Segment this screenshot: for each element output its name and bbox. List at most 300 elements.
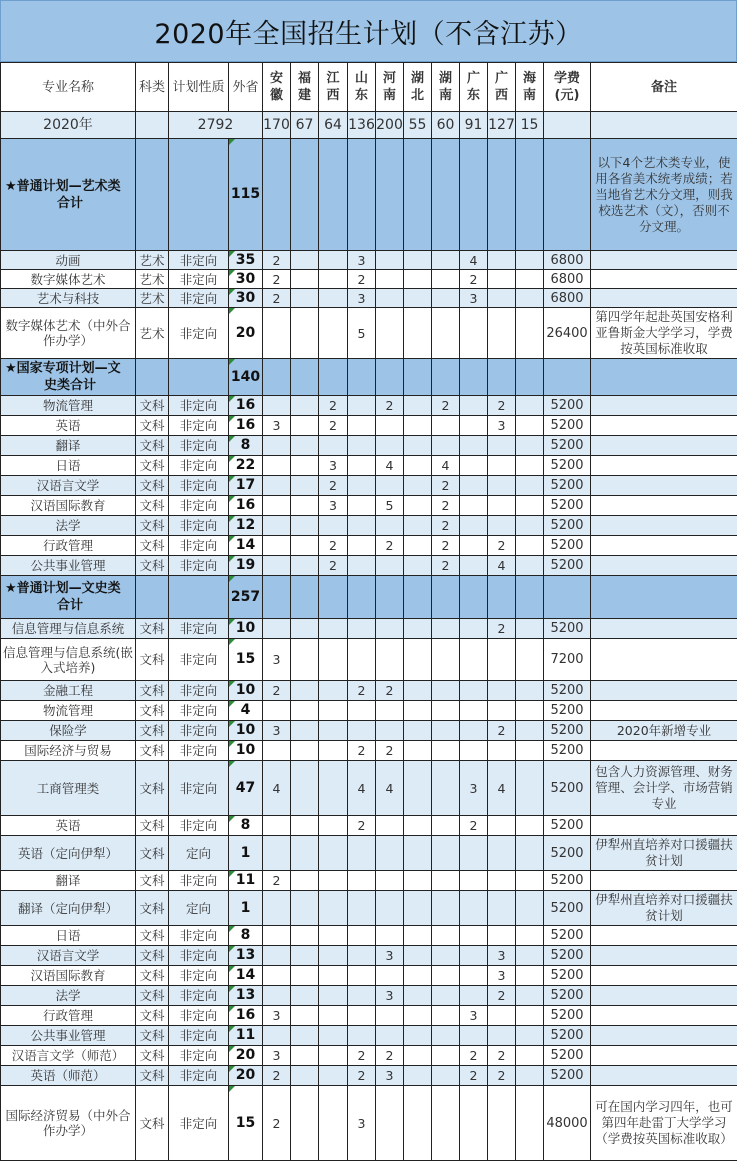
plan-type: 非定向 (169, 741, 229, 761)
year-province-total: 60 (432, 112, 460, 139)
section-category-empty (136, 139, 169, 251)
category: 文科 (136, 891, 169, 926)
remark (591, 1066, 737, 1086)
province-quota (319, 251, 348, 270)
remark (591, 476, 737, 496)
province-quota (376, 891, 404, 926)
major-name: 物流管理 (1, 701, 136, 721)
province-quota: 2 (263, 871, 291, 891)
table-row (1, 946, 737, 966)
major-name: 信息管理与信息系统 (1, 619, 136, 639)
province-quota (460, 946, 488, 966)
tuition-fee: 48000 (544, 1086, 591, 1161)
year-province-total: 67 (291, 112, 319, 139)
province-quota (291, 741, 319, 761)
province-quota (348, 476, 376, 496)
province-quota (263, 619, 291, 639)
province-quota (319, 436, 348, 456)
province-quota (488, 871, 516, 891)
table-row (1, 639, 737, 681)
province-quota (460, 701, 488, 721)
province-quota (488, 1086, 516, 1161)
table-row (1, 396, 737, 416)
remark (591, 416, 737, 436)
remark (591, 496, 737, 516)
province-quota (488, 1026, 516, 1046)
province-quota (488, 251, 516, 270)
category: 文科 (136, 681, 169, 701)
year-province-total: 55 (404, 112, 432, 139)
province-quota (319, 1046, 348, 1066)
table-row (1, 701, 737, 721)
province-quota (348, 926, 376, 946)
province-quota: 2 (488, 1066, 516, 1086)
province-quota (348, 986, 376, 1006)
out-of-province-total: 30 (229, 289, 263, 308)
province-quota: 3 (348, 251, 376, 270)
section-province-empty (404, 576, 432, 619)
header-province-hunan: 湖 南 (432, 63, 460, 112)
category: 文科 (136, 639, 169, 681)
province-quota: 2 (460, 270, 488, 289)
province-quota (291, 1006, 319, 1026)
province-quota (488, 836, 516, 871)
category: 文科 (136, 741, 169, 761)
major-name: 金融工程 (1, 681, 136, 701)
province-quota: 2 (263, 251, 291, 270)
table-row (1, 456, 737, 476)
tuition-fee: 5200 (544, 556, 591, 576)
remark (591, 536, 737, 556)
province-quota (263, 436, 291, 456)
province-quota (404, 619, 432, 639)
province-quota: 2 (488, 986, 516, 1006)
province-quota (348, 619, 376, 639)
plan-type: 非定向 (169, 721, 229, 741)
header-remarks: 备注 (591, 63, 737, 112)
remark (591, 946, 737, 966)
province-quota (460, 476, 488, 496)
province-quota (291, 416, 319, 436)
province-quota (291, 270, 319, 289)
province-quota: 4 (376, 761, 404, 816)
section-province-empty (432, 359, 460, 396)
province-quota (319, 1006, 348, 1026)
plan-type: 非定向 (169, 816, 229, 836)
major-name: 汉语国际教育 (1, 496, 136, 516)
province-quota: 2 (376, 1046, 404, 1066)
plan-type: 非定向 (169, 966, 229, 986)
province-quota: 5 (376, 496, 404, 516)
province-quota (319, 270, 348, 289)
out-of-province-total: 11 (229, 871, 263, 891)
province-quota (404, 251, 432, 270)
province-quota (376, 721, 404, 741)
province-quota (376, 619, 404, 639)
province-quota (460, 926, 488, 946)
remark (591, 966, 737, 986)
tuition-fee: 5200 (544, 926, 591, 946)
remark: 伊犁州直培养对口援疆扶贫计划 (591, 891, 737, 926)
province-quota (460, 681, 488, 701)
section-province-empty (263, 139, 291, 251)
province-quota (291, 496, 319, 516)
category: 文科 (136, 1066, 169, 1086)
year-summary-row (1, 112, 737, 139)
section-header-row (1, 359, 737, 396)
tuition-fee: 5200 (544, 436, 591, 456)
province-quota (291, 619, 319, 639)
province-quota (432, 871, 460, 891)
plan-type: 非定向 (169, 1026, 229, 1046)
province-quota (516, 871, 544, 891)
province-quota (404, 516, 432, 536)
province-quota: 3 (319, 496, 348, 516)
tuition-fee: 5200 (544, 1066, 591, 1086)
province-quota (348, 416, 376, 436)
province-quota (460, 619, 488, 639)
major-name: 行政管理 (1, 536, 136, 556)
out-of-province-total: 17 (229, 476, 263, 496)
province-quota (488, 308, 516, 359)
province-quota (516, 1026, 544, 1046)
major-name: 法学 (1, 516, 136, 536)
header-major: 专业名称 (1, 63, 136, 112)
province-quota (488, 681, 516, 701)
province-quota: 3 (488, 966, 516, 986)
year-tuition-empty (544, 112, 591, 139)
province-quota (263, 926, 291, 946)
category: 文科 (136, 416, 169, 436)
province-quota (263, 891, 291, 926)
out-of-province-total: 10 (229, 619, 263, 639)
province-quota (263, 496, 291, 516)
province-quota (516, 701, 544, 721)
plan-type: 非定向 (169, 1006, 229, 1026)
province-quota (376, 926, 404, 946)
province-quota (319, 986, 348, 1006)
major-name: 法学 (1, 986, 136, 1006)
header-province-hubei: 湖 北 (404, 63, 432, 112)
tuition-fee: 5200 (544, 836, 591, 871)
table-row (1, 416, 737, 436)
province-quota (460, 1086, 488, 1161)
out-of-province-total: 16 (229, 1006, 263, 1026)
tuition-fee: 5200 (544, 816, 591, 836)
province-quota (376, 416, 404, 436)
province-quota (404, 1046, 432, 1066)
province-quota (291, 289, 319, 308)
tuition-fee: 5200 (544, 476, 591, 496)
province-quota (404, 1086, 432, 1161)
section-province-empty (348, 576, 376, 619)
tuition-fee: 6800 (544, 251, 591, 270)
province-quota (516, 476, 544, 496)
major-name: 工商管理类 (1, 761, 136, 816)
province-quota (319, 308, 348, 359)
province-quota: 3 (488, 416, 516, 436)
plan-type: 定向 (169, 836, 229, 871)
year-province-total: 200 (376, 112, 404, 139)
section-header-row (1, 139, 737, 251)
section-total: 140 (229, 359, 263, 396)
province-quota (488, 1006, 516, 1026)
province-quota (432, 966, 460, 986)
province-quota (291, 556, 319, 576)
out-of-province-total: 10 (229, 681, 263, 701)
province-quota (404, 761, 432, 816)
province-quota (516, 1086, 544, 1161)
table-row (1, 986, 737, 1006)
year-total: 2792 (169, 112, 263, 139)
tuition-fee: 6800 (544, 270, 591, 289)
table-row (1, 251, 737, 270)
table-row (1, 436, 737, 456)
province-quota (460, 836, 488, 871)
province-quota (488, 816, 516, 836)
remark (591, 251, 737, 270)
province-quota (460, 308, 488, 359)
out-of-province-total: 13 (229, 946, 263, 966)
remark: 包含人力资源管理、财务管理、会计学、市场营销专业 (591, 761, 737, 816)
province-quota (263, 476, 291, 496)
year-province-total: 127 (488, 112, 516, 139)
province-quota (404, 946, 432, 966)
province-quota (516, 289, 544, 308)
province-quota: 2 (460, 1046, 488, 1066)
province-quota (460, 436, 488, 456)
province-quota (319, 761, 348, 816)
province-quota: 2 (263, 1066, 291, 1086)
section-remark (591, 576, 737, 619)
plan-type: 非定向 (169, 1066, 229, 1086)
plan-type: 非定向 (169, 619, 229, 639)
category: 文科 (136, 986, 169, 1006)
province-quota (432, 816, 460, 836)
province-quota (432, 1006, 460, 1026)
plan-type: 非定向 (169, 536, 229, 556)
out-of-province-total: 16 (229, 396, 263, 416)
category: 文科 (136, 476, 169, 496)
province-quota: 3 (263, 416, 291, 436)
province-quota: 2 (488, 1046, 516, 1066)
major-name: 艺术与科技 (1, 289, 136, 308)
province-quota (291, 701, 319, 721)
province-quota (404, 289, 432, 308)
province-quota (291, 986, 319, 1006)
tuition-fee: 5200 (544, 761, 591, 816)
province-quota (291, 926, 319, 946)
header-out-of-province: 外省 (229, 63, 263, 112)
table-row (1, 1026, 737, 1046)
table-row (1, 496, 737, 516)
major-name: 英语（定向伊犁） (1, 836, 136, 871)
province-quota (348, 436, 376, 456)
plan-type: 非定向 (169, 556, 229, 576)
province-quota (516, 308, 544, 359)
out-of-province-total: 19 (229, 556, 263, 576)
province-quota: 4 (432, 456, 460, 476)
tuition-fee: 5200 (544, 986, 591, 1006)
section-province-empty (348, 139, 376, 251)
year-remark-empty (591, 112, 737, 139)
out-of-province-total: 8 (229, 436, 263, 456)
remark (591, 436, 737, 456)
section-province-empty (376, 139, 404, 251)
province-quota: 2 (488, 536, 516, 556)
table-row (1, 966, 737, 986)
province-quota (319, 1086, 348, 1161)
province-quota (460, 416, 488, 436)
province-quota (404, 1066, 432, 1086)
year-province-total: 91 (460, 112, 488, 139)
remark (591, 639, 737, 681)
province-quota: 4 (460, 251, 488, 270)
province-quota (460, 396, 488, 416)
enrollment-plan-table (0, 62, 737, 1161)
province-quota (516, 496, 544, 516)
remark (591, 270, 737, 289)
plan-type: 非定向 (169, 701, 229, 721)
province-quota (263, 516, 291, 536)
plan-type: 非定向 (169, 761, 229, 816)
province-quota: 2 (348, 816, 376, 836)
province-quota (516, 761, 544, 816)
category: 艺术 (136, 289, 169, 308)
province-quota (404, 871, 432, 891)
category: 文科 (136, 456, 169, 476)
province-quota (319, 816, 348, 836)
province-quota (516, 536, 544, 556)
section-province-empty (348, 359, 376, 396)
remark: 伊犁州直培养对口援疆扶贫计划 (591, 836, 737, 871)
province-quota (291, 946, 319, 966)
province-quota: 3 (263, 721, 291, 741)
header-province-jiangxi: 江 西 (319, 63, 348, 112)
major-name: 动画 (1, 251, 136, 270)
province-quota (319, 639, 348, 681)
province-quota: 2 (460, 816, 488, 836)
year-province-total: 15 (516, 112, 544, 139)
province-quota (432, 308, 460, 359)
province-quota (516, 721, 544, 741)
table-row (1, 270, 737, 289)
province-quota (516, 1006, 544, 1026)
province-quota (516, 619, 544, 639)
header-row (1, 63, 737, 112)
section-province-empty (460, 139, 488, 251)
province-quota (460, 871, 488, 891)
province-quota (432, 639, 460, 681)
table-row (1, 681, 737, 701)
province-quota (319, 871, 348, 891)
year-label: 2020年 (1, 112, 136, 139)
province-quota (488, 270, 516, 289)
province-quota (404, 966, 432, 986)
section-province-empty (460, 359, 488, 396)
province-quota: 3 (488, 946, 516, 966)
province-quota (516, 416, 544, 436)
tuition-fee: 5200 (544, 1006, 591, 1026)
remark (591, 456, 737, 476)
header-plan-type: 计划性质 (169, 63, 229, 112)
province-quota (291, 436, 319, 456)
province-quota (460, 986, 488, 1006)
province-quota (291, 1026, 319, 1046)
table-row (1, 289, 737, 308)
out-of-province-total: 12 (229, 516, 263, 536)
province-quota (404, 891, 432, 926)
province-quota (404, 536, 432, 556)
out-of-province-total: 30 (229, 270, 263, 289)
remark (591, 701, 737, 721)
major-name: 英语 (1, 416, 136, 436)
province-quota (460, 741, 488, 761)
major-name: 公共事业管理 (1, 556, 136, 576)
province-quota: 3 (348, 1086, 376, 1161)
province-quota: 2 (488, 721, 516, 741)
province-quota (319, 741, 348, 761)
province-quota: 4 (488, 556, 516, 576)
province-quota (432, 681, 460, 701)
header-category: 科类 (136, 63, 169, 112)
province-quota (319, 1026, 348, 1046)
year-province-total: 170 (263, 112, 291, 139)
section-plan-empty (169, 576, 229, 619)
province-quota: 2 (319, 536, 348, 556)
section-province-empty (404, 359, 432, 396)
remark (591, 1046, 737, 1066)
province-quota (460, 536, 488, 556)
province-quota: 2 (460, 1066, 488, 1086)
province-quota: 3 (263, 1006, 291, 1026)
out-of-province-total: 8 (229, 926, 263, 946)
remark: 2020年新增专业 (591, 721, 737, 741)
table-row (1, 816, 737, 836)
province-quota (291, 891, 319, 926)
province-quota (488, 456, 516, 476)
province-quota: 2 (263, 681, 291, 701)
province-quota: 3 (263, 639, 291, 681)
section-province-empty (319, 576, 348, 619)
province-quota (291, 816, 319, 836)
province-quota (376, 436, 404, 456)
province-quota (376, 871, 404, 891)
major-name: 英语（师范） (1, 1066, 136, 1086)
out-of-province-total: 16 (229, 416, 263, 436)
province-quota (516, 456, 544, 476)
province-quota (516, 396, 544, 416)
province-quota (319, 966, 348, 986)
tuition-fee: 5200 (544, 946, 591, 966)
province-quota (291, 251, 319, 270)
province-quota (319, 891, 348, 926)
plan-type: 非定向 (169, 1086, 229, 1161)
province-quota (291, 396, 319, 416)
major-name: 日语 (1, 926, 136, 946)
out-of-province-total: 14 (229, 536, 263, 556)
table-row (1, 891, 737, 926)
province-quota (376, 270, 404, 289)
year-province-total: 136 (348, 112, 376, 139)
plan-type: 非定向 (169, 416, 229, 436)
major-name: 汉语言文学 (1, 476, 136, 496)
category: 文科 (136, 816, 169, 836)
section-name-line: ★普通计划—文史类 (5, 581, 121, 596)
province-quota: 4 (263, 761, 291, 816)
section-tuition-empty (544, 139, 591, 251)
plan-type: 非定向 (169, 308, 229, 359)
